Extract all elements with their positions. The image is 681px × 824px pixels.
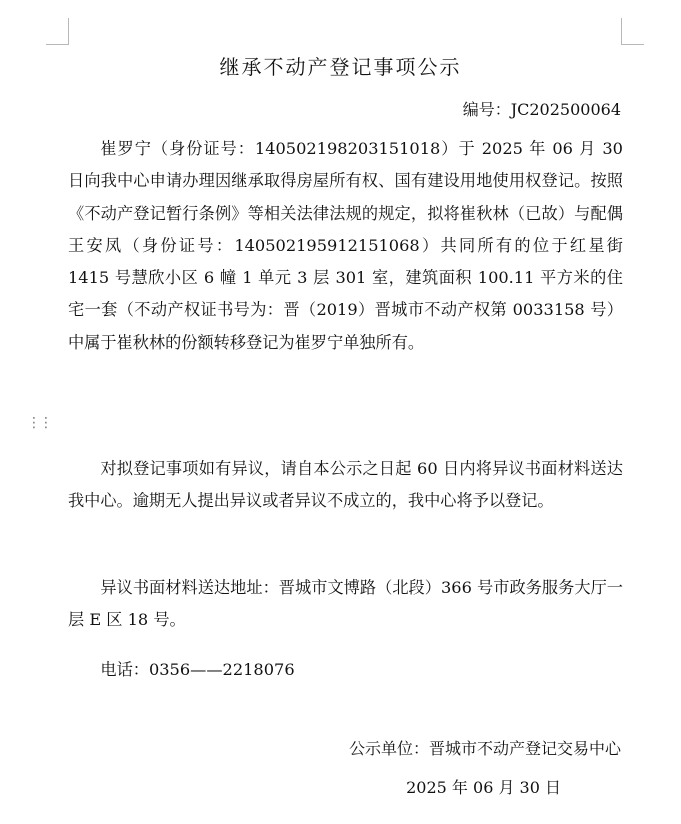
signature-unit: 公示单位：晋城市不动产登记交易中心: [348, 739, 621, 758]
paragraph-objection-notice: 对拟登记事项如有异议，请自本公示之日起 60 日内将异议书面材料送达我中心。逾期无人提出异议或者异议不成立的，我中心将予以登记。: [68, 459, 623, 511]
page-corner-mark-top-left: [46, 18, 69, 45]
document-number: 编号：JC202500064: [462, 100, 621, 119]
drag-handle-icon[interactable]: ⋮⋮: [27, 415, 51, 431]
document-title: 继承不动产登记事项公示: [219, 55, 462, 79]
paragraph-announcement: 崔罗宁（身份证号：140502198203151018）于 2025 年 06 月 30 日向我中心申请办理因继承取得房屋所有权、国有建设用地使用权登记。按照《不动产登记暂行条例》等相关法律法规的规定，拟将崔秋林（已故）与配偶王安凤（身份证号：140502195912151068）共同所有的位于红星街 1415 号慧欣小区 6 幢 1 单元 3 层 301 室，建筑面积 100.11 平方米的住宅一套（不动产权证书号为：晋（2019）晋城市不动产权第 0033158 号）中属于崔秋林的份额转移登记为崔罗宁单独所有。: [68, 139, 623, 352]
signature-date: 2025 年 06 月 30 日: [406, 778, 561, 797]
page-corner-mark-top-right: [621, 18, 644, 45]
paragraph-address: 异议书面材料送达地址：晋城市文博路（北段）366 号市政务服务大厅一层 E 区 18 号。: [68, 578, 623, 630]
paragraph-phone: 电话：0356——2218076: [100, 660, 295, 679]
